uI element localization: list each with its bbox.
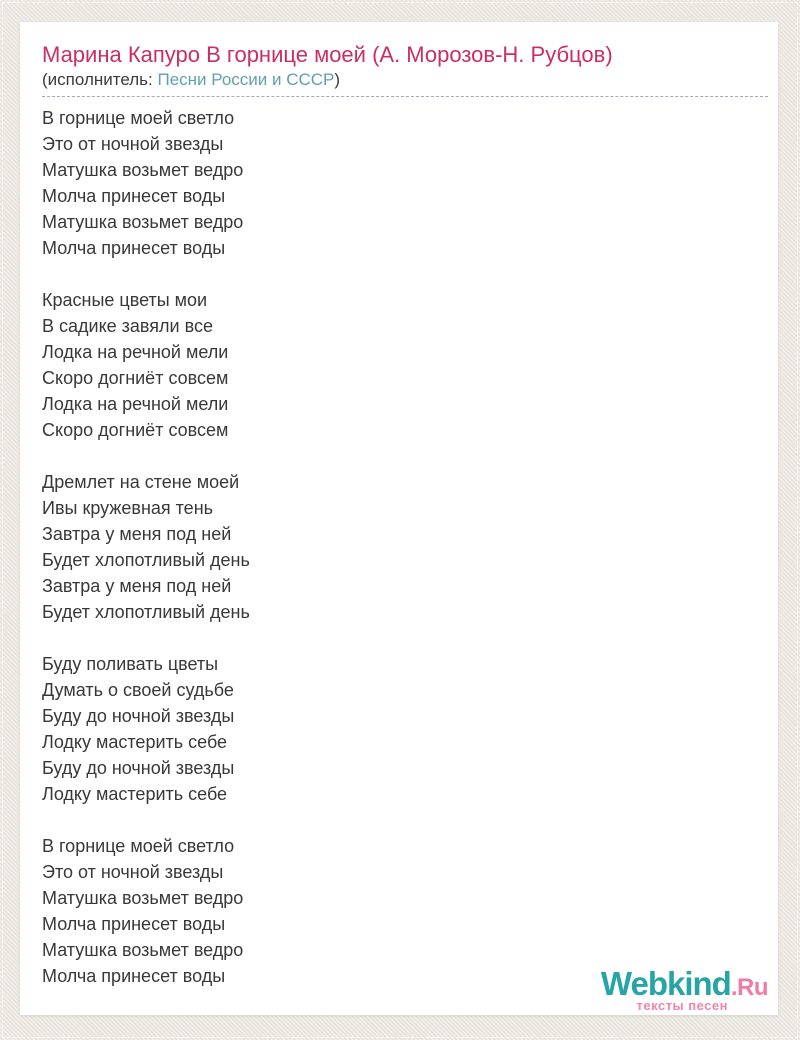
song-title: Марина Капуро В горнице моей (А. Морозов-Н. Рубцов) <box>42 42 613 67</box>
lyric-line: В горнице моей светло <box>42 836 235 856</box>
lyric-line: Скоро догниёт совсем <box>42 368 229 388</box>
lyric-line: Завтра у меня под ней <box>42 576 232 596</box>
lyric-line: Молча принесет воды <box>42 966 226 986</box>
lyric-line: Лодка на речной мели <box>42 394 229 414</box>
lyric-line: Дремлет на стене моей <box>42 472 240 492</box>
lyric-line: В садике завяли все <box>42 316 213 336</box>
lyric-line: Ивы кружевная тень <box>42 498 214 518</box>
webkind-logo[interactable] <box>601 967 768 1013</box>
stanza <box>42 287 768 443</box>
lyric-line: Завтра у меня под ней <box>42 524 232 544</box>
lyric-line: Лодка на речной мели <box>42 342 229 362</box>
stanza <box>42 105 768 261</box>
lyric-line: Скоро догниёт совсем <box>42 420 229 440</box>
lyric-line: Лодку мастерить себе <box>42 784 228 804</box>
artist-suffix: ) <box>334 70 341 89</box>
lyric-line: Это от ночной звезды <box>42 134 224 154</box>
lyric-line: Буду поливать цветы <box>42 654 219 674</box>
lyric-line: Матушка возьмет ведро <box>42 212 244 232</box>
lyrics-card <box>20 22 778 1015</box>
lyric-line: Будет хлопотливый день <box>42 550 250 570</box>
lyric-line: Красные цветы мои <box>42 290 208 310</box>
lyric-line: Молча принесет воды <box>42 238 226 258</box>
logo-brand-text: Webkind <box>600 965 731 1002</box>
logo-tagline: тексты песен <box>636 998 728 1013</box>
stanza <box>42 469 768 625</box>
artist-line <box>42 69 768 97</box>
lyric-line: Молча принесет воды <box>42 186 226 206</box>
stanza <box>42 651 768 807</box>
lyric-line: Это от ночной звезды <box>42 862 224 882</box>
artist-label: (исполнитель: <box>42 70 158 89</box>
lyric-line: Лодку мастерить себе <box>42 732 228 752</box>
lyric-line: Буду до ночной звезды <box>42 706 235 726</box>
lyric-line: Буду до ночной звезды <box>42 758 235 778</box>
lyric-line: Молча принесет воды <box>42 914 226 934</box>
lyric-line: Будет хлопотливый день <box>42 602 250 622</box>
artist-link[interactable]: Песни России и СССР <box>157 70 335 89</box>
lyric-line: Матушка возьмет ведро <box>42 160 244 180</box>
lyric-line: Матушка возьмет ведро <box>42 940 244 960</box>
lyric-line: Думать о своей судьбе <box>42 680 234 700</box>
lyrics-block <box>42 105 768 989</box>
lyric-line: Матушка возьмет ведро <box>42 888 244 908</box>
logo-domain-text: .Ru <box>730 974 768 1001</box>
lyric-line: В горнице моей светло <box>42 108 235 128</box>
